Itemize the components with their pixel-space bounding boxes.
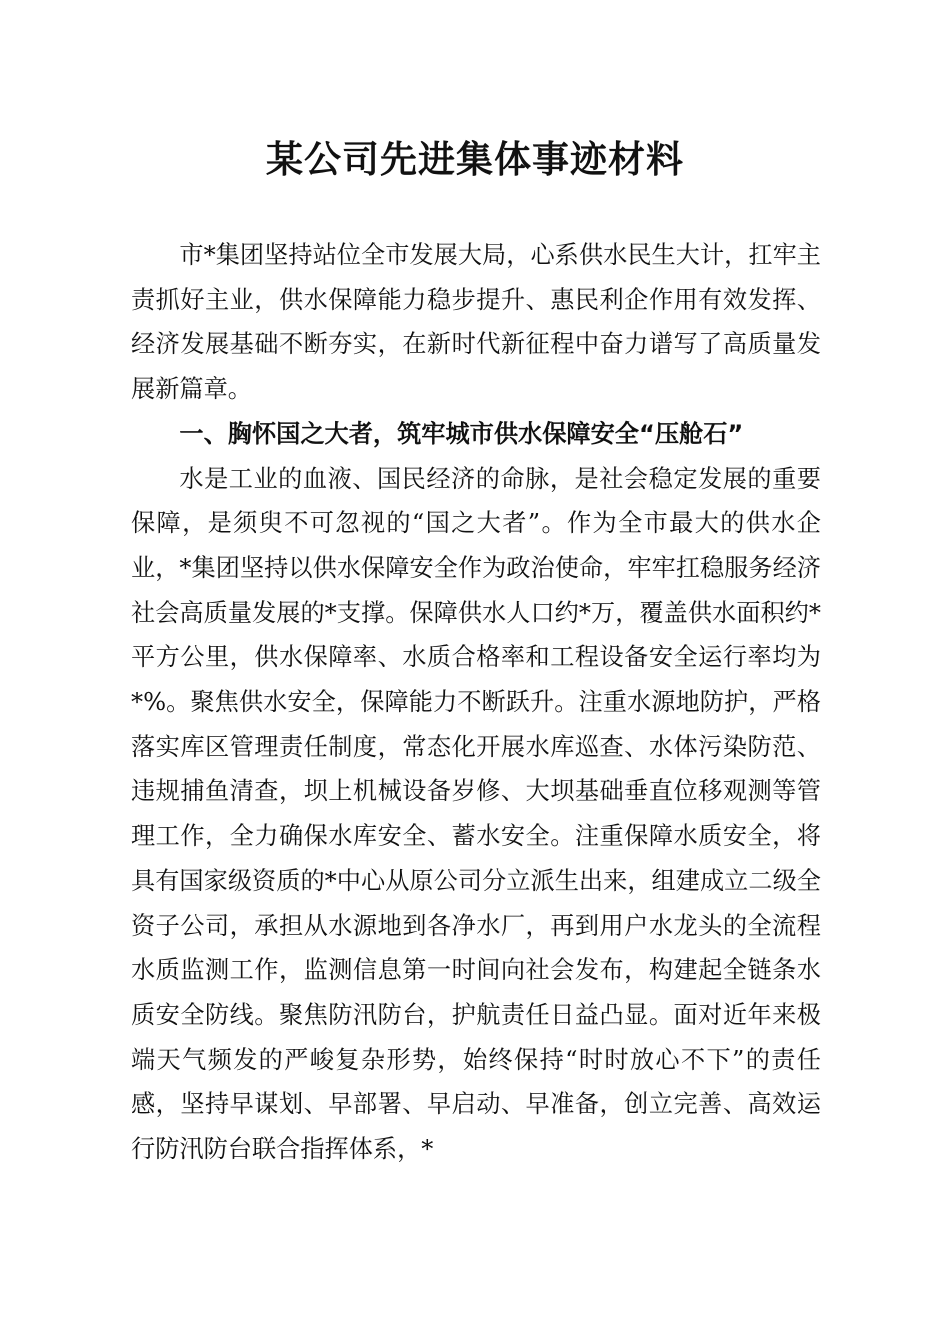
document-title: 某公司先进集体事迹材料: [266, 137, 684, 181]
section-paragraph: 水是工业的血液、国民经济的命脉，是社会稳定发展的重要保障，是须臾不可忽视的“国之大者”。作为全市最大的供水企业，*集团坚持以供水保障安全作为政治使命，牢牢扛稳服务经济社会高质量发展的*支撑。保障供水人口约*万，覆盖供水面积约*平方公里，供水保障率、水质合格率和工程设备安全运行率均为*%。聚焦供水安全，保障能力不断跃升。注重水源地防护，严格落实库区管理责任制度，常态化开展水库巡查、水体污染防范、违规捕鱼清查，坝上机械设备岁修、大坝基础垂直位移观测等管理工作，全力确保水库安全、蓄水安全。注重保障水质安全，将具有国家级资质的*中心从原公司分立派生出来，组建成立二级全资子公司，承担从水源地到各净水厂，再到用户水龙头的全流程水质监测工作，监测信息第一时间向社会发布，构建起全链条水质安全防线。聚焦防汛防台，护航责任日益凸显。面对近年来极端天气频发的严峻复杂形势，始终保持“时时放心不下”的责任感，坚持早谋划、早部署、早启动、早准备，创立完善、高效运行防汛防台联合指挥体系，*: [131, 464, 821, 1164]
section-heading: 一、胸怀国之大者，筑牢城市供水保障安全“压舱石”: [179, 419, 744, 448]
intro-paragraph: 市*集团坚持站位全市发展大局，心系供水民生大计，扛牢主责抓好主业，供水保障能力稳步提升、惠民利企作用有效发挥、经济发展基础不断夯实，在新时代新征程中奋力谱写了高质量发展新篇章。: [131, 241, 821, 404]
document-body: [131, 233, 821, 1172]
